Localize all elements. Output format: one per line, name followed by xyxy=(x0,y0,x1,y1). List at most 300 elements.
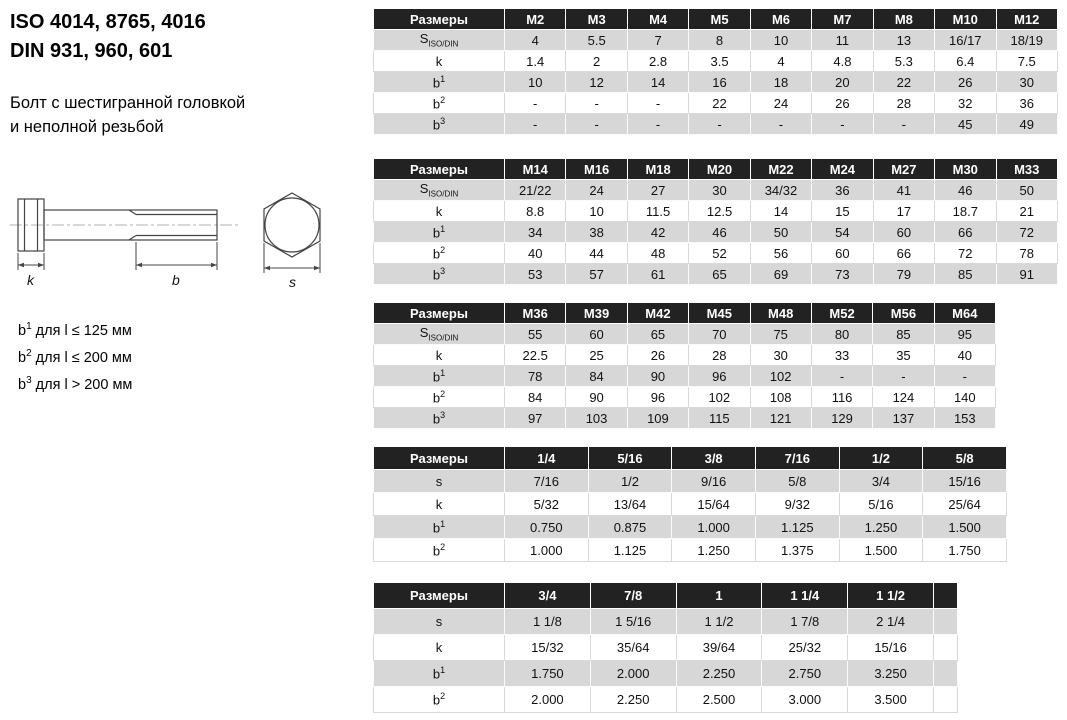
value-cell: 95 xyxy=(934,324,995,345)
note-text: для l > 200 мм xyxy=(31,376,133,393)
size-column-header: M22 xyxy=(750,159,811,180)
header-row xyxy=(374,583,958,609)
value-cell: 60 xyxy=(873,222,934,243)
value-cell: 84 xyxy=(505,387,566,408)
table-row xyxy=(374,539,1007,562)
value-cell: 1 1/2 xyxy=(676,609,762,635)
value-cell: 36 xyxy=(996,93,1058,114)
value-cell: 72 xyxy=(935,243,996,264)
value-cell xyxy=(934,687,958,713)
value-cell: 16/17 xyxy=(935,30,996,51)
size-column-header: M7 xyxy=(812,9,873,30)
value-cell: 24 xyxy=(566,180,627,201)
value-cell: 10 xyxy=(750,30,811,51)
size-column-header: M33 xyxy=(996,159,1058,180)
note-superscript: 1 xyxy=(26,321,32,333)
table-row xyxy=(374,635,958,661)
value-cell: 16 xyxy=(689,72,750,93)
title-iso: ISO 4014, 8765, 4016 xyxy=(10,11,206,33)
value-cell: 8.8 xyxy=(505,201,566,222)
row-label: $b^2$ xyxy=(374,243,505,264)
value-cell: 1.500 xyxy=(839,539,923,562)
value-cell: 15/16 xyxy=(848,635,934,661)
row-label: s xyxy=(374,470,505,493)
value-cell: 34/32 xyxy=(750,180,811,201)
value-cell: 3.250 xyxy=(848,661,934,687)
row-label: k xyxy=(374,201,505,222)
value-cell: 72 xyxy=(996,222,1058,243)
value-cell: 7/16 xyxy=(505,470,589,493)
value-cell: 3.000 xyxy=(762,687,848,713)
value-cell: 13/64 xyxy=(588,493,672,516)
size-column-header: M10 xyxy=(935,9,996,30)
value-cell: 25/32 xyxy=(762,635,848,661)
value-cell: 48 xyxy=(627,243,688,264)
header-row xyxy=(374,303,996,324)
dim-label-b: b xyxy=(172,272,180,288)
value-cell: 137 xyxy=(873,408,934,429)
value-cell: 42 xyxy=(627,222,688,243)
value-cell: 121 xyxy=(750,408,811,429)
value-cell: 40 xyxy=(934,345,995,366)
value-cell: 14 xyxy=(750,201,811,222)
value-cell: 25 xyxy=(566,345,627,366)
value-cell: 1.750 xyxy=(923,539,1007,562)
title-din: DIN 931, 960, 601 xyxy=(10,40,173,62)
size-column-header: M16 xyxy=(566,159,627,180)
value-cell: 12.5 xyxy=(689,201,750,222)
value-cell: 50 xyxy=(750,222,811,243)
table-row xyxy=(374,493,1007,516)
value-cell: 84 xyxy=(566,366,627,387)
value-cell: 7.5 xyxy=(996,51,1058,72)
subtitle-line1: Болт с шестигранной головкой xyxy=(10,94,246,112)
size-column-header: M6 xyxy=(750,9,811,30)
size-column-header: M12 xyxy=(996,9,1058,30)
value-cell: 69 xyxy=(750,264,811,285)
size-column-header: M42 xyxy=(627,303,688,324)
table-row xyxy=(374,264,1058,285)
value-cell: 21/22 xyxy=(505,180,566,201)
value-cell: 28 xyxy=(873,93,934,114)
value-cell: 18 xyxy=(750,72,811,93)
row-label: k xyxy=(374,345,505,366)
table-row xyxy=(374,408,996,429)
value-cell: 79 xyxy=(873,264,934,285)
value-cell: 1 5/16 xyxy=(590,609,676,635)
value-cell: 18/19 xyxy=(996,30,1058,51)
value-cell: 3.500 xyxy=(848,687,934,713)
size-column-header: 1/4 xyxy=(505,447,589,470)
value-cell: 1.750 xyxy=(505,661,591,687)
value-cell: 26 xyxy=(812,93,873,114)
value-cell: 3/4 xyxy=(839,470,923,493)
value-cell: 18.7 xyxy=(935,201,996,222)
value-cell: 97 xyxy=(505,408,566,429)
table-row xyxy=(374,93,1058,114)
value-cell: 8 xyxy=(689,30,750,51)
value-cell: 129 xyxy=(811,408,872,429)
sizes-header: Размеры xyxy=(374,447,505,470)
value-cell: - xyxy=(627,93,688,114)
bolt-drawing-container xyxy=(10,173,372,300)
value-cell: 1.250 xyxy=(672,539,756,562)
metric-table-m14-m33 xyxy=(373,158,1063,285)
value-cell: 53 xyxy=(505,264,566,285)
row-label: $b^2$ xyxy=(374,539,505,562)
product-subtitle xyxy=(10,92,245,140)
value-cell: 46 xyxy=(935,180,996,201)
value-cell: 103 xyxy=(566,408,627,429)
table-row xyxy=(374,366,996,387)
size-column-header: M8 xyxy=(873,9,934,30)
size-column-header: 7/16 xyxy=(755,447,839,470)
row-label: $b^2$ xyxy=(374,93,505,114)
table-row xyxy=(374,470,1007,493)
dim-label-s: s xyxy=(289,274,296,290)
note-b3 xyxy=(18,372,132,399)
size-column-header: M4 xyxy=(627,9,688,30)
size-column-header: M56 xyxy=(873,303,934,324)
table-row xyxy=(374,180,1058,201)
value-cell: 4 xyxy=(505,30,566,51)
size-column-header: 3/4 xyxy=(505,583,591,609)
size-column-header: M5 xyxy=(689,9,750,30)
value-cell: 61 xyxy=(627,264,688,285)
value-cell: 9/32 xyxy=(755,493,839,516)
value-cell: 25/64 xyxy=(923,493,1007,516)
row-label: $b^3$ xyxy=(374,264,505,285)
dimension-lines xyxy=(18,242,217,270)
row-label: $b^1$ xyxy=(374,366,505,387)
size-column-header: 1 1/2 xyxy=(848,583,934,609)
value-cell: 116 xyxy=(811,387,872,408)
value-cell: 75 xyxy=(750,324,811,345)
value-cell: 56 xyxy=(750,243,811,264)
value-cell: 90 xyxy=(627,366,688,387)
value-cell: 35 xyxy=(873,345,934,366)
value-cell: 22 xyxy=(873,72,934,93)
value-cell: 40 xyxy=(505,243,566,264)
table-row xyxy=(374,243,1058,264)
size-column-header: 1 xyxy=(676,583,762,609)
value-cell: 22.5 xyxy=(505,345,566,366)
value-cell: 15/64 xyxy=(672,493,756,516)
value-cell: 60 xyxy=(812,243,873,264)
size-column-header: M36 xyxy=(505,303,566,324)
value-cell: 80 xyxy=(811,324,872,345)
size-column-header: 1/2 xyxy=(839,447,923,470)
value-cell: 73 xyxy=(812,264,873,285)
value-cell: 66 xyxy=(873,243,934,264)
value-cell: 55 xyxy=(505,324,566,345)
value-cell: - xyxy=(873,366,934,387)
value-cell: 14 xyxy=(627,72,688,93)
size-column-header: M2 xyxy=(505,9,566,30)
sizes-header: Размеры xyxy=(374,303,505,324)
left-panel xyxy=(10,8,372,713)
value-cell: 4.8 xyxy=(812,51,873,72)
note-superscript: 3 xyxy=(26,374,32,386)
value-cell: 70 xyxy=(689,324,750,345)
value-cell: 140 xyxy=(934,387,995,408)
size-column-header: M14 xyxy=(505,159,566,180)
value-cell: - xyxy=(566,93,627,114)
row-label: $b^1$ xyxy=(374,661,505,687)
value-cell: 45 xyxy=(935,114,996,135)
tables-panel xyxy=(373,8,1063,713)
value-cell: 52 xyxy=(689,243,750,264)
size-column-header: M64 xyxy=(934,303,995,324)
value-cell: 2.750 xyxy=(762,661,848,687)
value-cell: 11 xyxy=(812,30,873,51)
row-label: k xyxy=(374,635,505,661)
note-text: для l ≤ 125 мм xyxy=(31,323,132,339)
note-symbol: b xyxy=(18,323,27,339)
size-column-header: 3/8 xyxy=(672,447,756,470)
row-label: $b^3$ xyxy=(374,408,505,429)
sizes-header: Размеры xyxy=(374,9,505,30)
value-cell xyxy=(934,661,958,687)
value-cell: 34 xyxy=(505,222,566,243)
size-column-header: M27 xyxy=(873,159,934,180)
value-cell: 153 xyxy=(934,408,995,429)
inch-table-threequarter-to-oneandhalf xyxy=(373,582,1063,713)
value-cell: 91 xyxy=(996,264,1058,285)
standards-title xyxy=(10,8,206,66)
dim-label-k: k xyxy=(27,272,34,288)
value-cell: 10 xyxy=(566,201,627,222)
value-cell: 1.000 xyxy=(505,539,589,562)
value-cell: 35/64 xyxy=(590,635,676,661)
row-label: k xyxy=(374,51,505,72)
value-cell: 2.8 xyxy=(627,51,688,72)
value-cell: 20 xyxy=(812,72,873,93)
row-label: $S_{ISO/DIN}$ xyxy=(374,324,505,345)
value-cell: 2.500 xyxy=(676,687,762,713)
value-cell: 26 xyxy=(935,72,996,93)
value-cell: 0.750 xyxy=(505,516,589,539)
value-cell: 90 xyxy=(566,387,627,408)
table-row xyxy=(374,114,1058,135)
table-row xyxy=(374,345,996,366)
table-row xyxy=(374,609,958,635)
value-cell: 2 xyxy=(566,51,627,72)
value-cell: - xyxy=(812,114,873,135)
value-cell: 17 xyxy=(873,201,934,222)
subtitle-line2: и неполной резьбой xyxy=(10,117,164,136)
hexagon xyxy=(264,193,320,257)
value-cell: 30 xyxy=(996,72,1058,93)
value-cell: - xyxy=(505,114,566,135)
table-row xyxy=(374,516,1007,539)
value-cell: - xyxy=(750,114,811,135)
note-b1 xyxy=(18,318,132,345)
dimensions-table-3 xyxy=(373,302,996,429)
value-cell: 66 xyxy=(935,222,996,243)
value-cell: 2.000 xyxy=(590,661,676,687)
value-cell: 1.375 xyxy=(755,539,839,562)
value-cell: 36 xyxy=(812,180,873,201)
value-cell: 85 xyxy=(935,264,996,285)
header-row xyxy=(374,447,1007,470)
value-cell xyxy=(934,635,958,661)
size-column-header: 7/8 xyxy=(590,583,676,609)
table-row xyxy=(374,387,996,408)
value-cell: 1 7/8 xyxy=(762,609,848,635)
value-cell: 96 xyxy=(627,387,688,408)
value-cell: - xyxy=(811,366,872,387)
header-row xyxy=(374,9,1058,30)
sizes-header: Размеры xyxy=(374,159,505,180)
size-column-header: M18 xyxy=(627,159,688,180)
value-cell: - xyxy=(627,114,688,135)
dimensions-table-5 xyxy=(373,582,958,713)
value-cell: 1/2 xyxy=(588,470,672,493)
table-row xyxy=(374,201,1058,222)
value-cell: 49 xyxy=(996,114,1058,135)
table-row xyxy=(374,72,1058,93)
value-cell: 15 xyxy=(812,201,873,222)
table-row xyxy=(374,661,958,687)
size-column-header: M24 xyxy=(812,159,873,180)
value-cell: 5/32 xyxy=(505,493,589,516)
size-column-header: M3 xyxy=(566,9,627,30)
value-cell: 4 xyxy=(750,51,811,72)
inscribed-circle xyxy=(265,198,319,252)
value-cell: 24 xyxy=(750,93,811,114)
size-column-header xyxy=(934,583,958,609)
dimensions-table-2 xyxy=(373,158,1058,285)
value-cell: - xyxy=(873,114,934,135)
value-cell: 30 xyxy=(750,345,811,366)
size-column-header: 5/8 xyxy=(923,447,1007,470)
value-cell: 5/16 xyxy=(839,493,923,516)
value-cell: 115 xyxy=(689,408,750,429)
value-cell: 78 xyxy=(505,366,566,387)
row-label: k xyxy=(374,493,505,516)
size-column-header: M20 xyxy=(689,159,750,180)
value-cell: 108 xyxy=(750,387,811,408)
value-cell: 10 xyxy=(505,72,566,93)
row-label: $b^1$ xyxy=(374,516,505,539)
bolt-technical-drawing xyxy=(10,173,372,295)
size-column-header: M30 xyxy=(935,159,996,180)
value-cell: 1.4 xyxy=(505,51,566,72)
value-cell: 5/8 xyxy=(755,470,839,493)
value-cell: 26 xyxy=(627,345,688,366)
value-cell: 12 xyxy=(566,72,627,93)
note-superscript: 2 xyxy=(26,347,32,359)
value-cell: 21 xyxy=(996,201,1058,222)
value-cell: 22 xyxy=(689,93,750,114)
value-cell xyxy=(934,609,958,635)
row-label: $b^2$ xyxy=(374,687,505,713)
value-cell: 60 xyxy=(566,324,627,345)
value-cell: 9/16 xyxy=(672,470,756,493)
value-cell: 102 xyxy=(750,366,811,387)
value-cell: 2.250 xyxy=(676,661,762,687)
value-cell: - xyxy=(934,366,995,387)
value-cell: 109 xyxy=(627,408,688,429)
value-cell: 65 xyxy=(689,264,750,285)
value-cell: 11.5 xyxy=(627,201,688,222)
row-label: $S_{ISO/DIN}$ xyxy=(374,30,505,51)
value-cell: 39/64 xyxy=(676,635,762,661)
table-row xyxy=(374,30,1058,51)
value-cell: 30 xyxy=(689,180,750,201)
s-dimension-lines xyxy=(264,243,320,273)
size-column-header: M48 xyxy=(750,303,811,324)
metric-table-m2-m12 xyxy=(373,8,1063,135)
value-cell: 5.3 xyxy=(873,51,934,72)
value-cell: 44 xyxy=(566,243,627,264)
value-cell: - xyxy=(689,114,750,135)
value-cell: 13 xyxy=(873,30,934,51)
header-row xyxy=(374,159,1058,180)
size-column-header: M45 xyxy=(689,303,750,324)
size-column-header: M52 xyxy=(811,303,872,324)
note-symbol: b xyxy=(18,349,27,366)
value-cell: 1.250 xyxy=(839,516,923,539)
value-cell: 6.4 xyxy=(935,51,996,72)
value-cell: 57 xyxy=(566,264,627,285)
value-cell: 15/16 xyxy=(923,470,1007,493)
value-cell: 1.125 xyxy=(588,539,672,562)
value-cell: 3.5 xyxy=(689,51,750,72)
value-cell: 96 xyxy=(689,366,750,387)
table-row xyxy=(374,51,1058,72)
value-cell: 28 xyxy=(689,345,750,366)
value-cell: - xyxy=(505,93,566,114)
dimensions-table-4 xyxy=(373,446,1007,562)
table-row xyxy=(374,222,1058,243)
table-row xyxy=(374,687,958,713)
value-cell: 15/32 xyxy=(505,635,591,661)
size-column-header: M39 xyxy=(566,303,627,324)
value-cell: 85 xyxy=(873,324,934,345)
table-row xyxy=(374,324,996,345)
value-cell: 54 xyxy=(812,222,873,243)
row-label: $b^1$ xyxy=(374,72,505,93)
note-symbol: b xyxy=(18,376,27,393)
value-cell: - xyxy=(566,114,627,135)
value-cell: 32 xyxy=(935,93,996,114)
value-cell: 7 xyxy=(627,30,688,51)
row-label: $S_{ISO/DIN}$ xyxy=(374,180,505,201)
inch-table-quarter-to-fiveeighths xyxy=(373,446,1063,562)
row-label: s xyxy=(374,609,505,635)
value-cell: 1.000 xyxy=(672,516,756,539)
metric-table-m36-m64 xyxy=(373,302,1063,429)
row-label: $b^1$ xyxy=(374,222,505,243)
size-column-header: 5/16 xyxy=(588,447,672,470)
value-cell: 2 1/4 xyxy=(848,609,934,635)
value-cell: 65 xyxy=(627,324,688,345)
value-cell: 27 xyxy=(627,180,688,201)
size-column-header: 1 1/4 xyxy=(762,583,848,609)
value-cell: 0.875 xyxy=(588,516,672,539)
sizes-header: Размеры xyxy=(374,583,505,609)
value-cell: 1.125 xyxy=(755,516,839,539)
value-cell: 1.500 xyxy=(923,516,1007,539)
row-label: $b^2$ xyxy=(374,387,505,408)
value-cell: 50 xyxy=(996,180,1058,201)
dimensions-table-1 xyxy=(373,8,1058,135)
row-label: $b^3$ xyxy=(374,114,505,135)
note-text: для l ≤ 200 мм xyxy=(31,349,132,366)
note-b2 xyxy=(18,345,132,372)
